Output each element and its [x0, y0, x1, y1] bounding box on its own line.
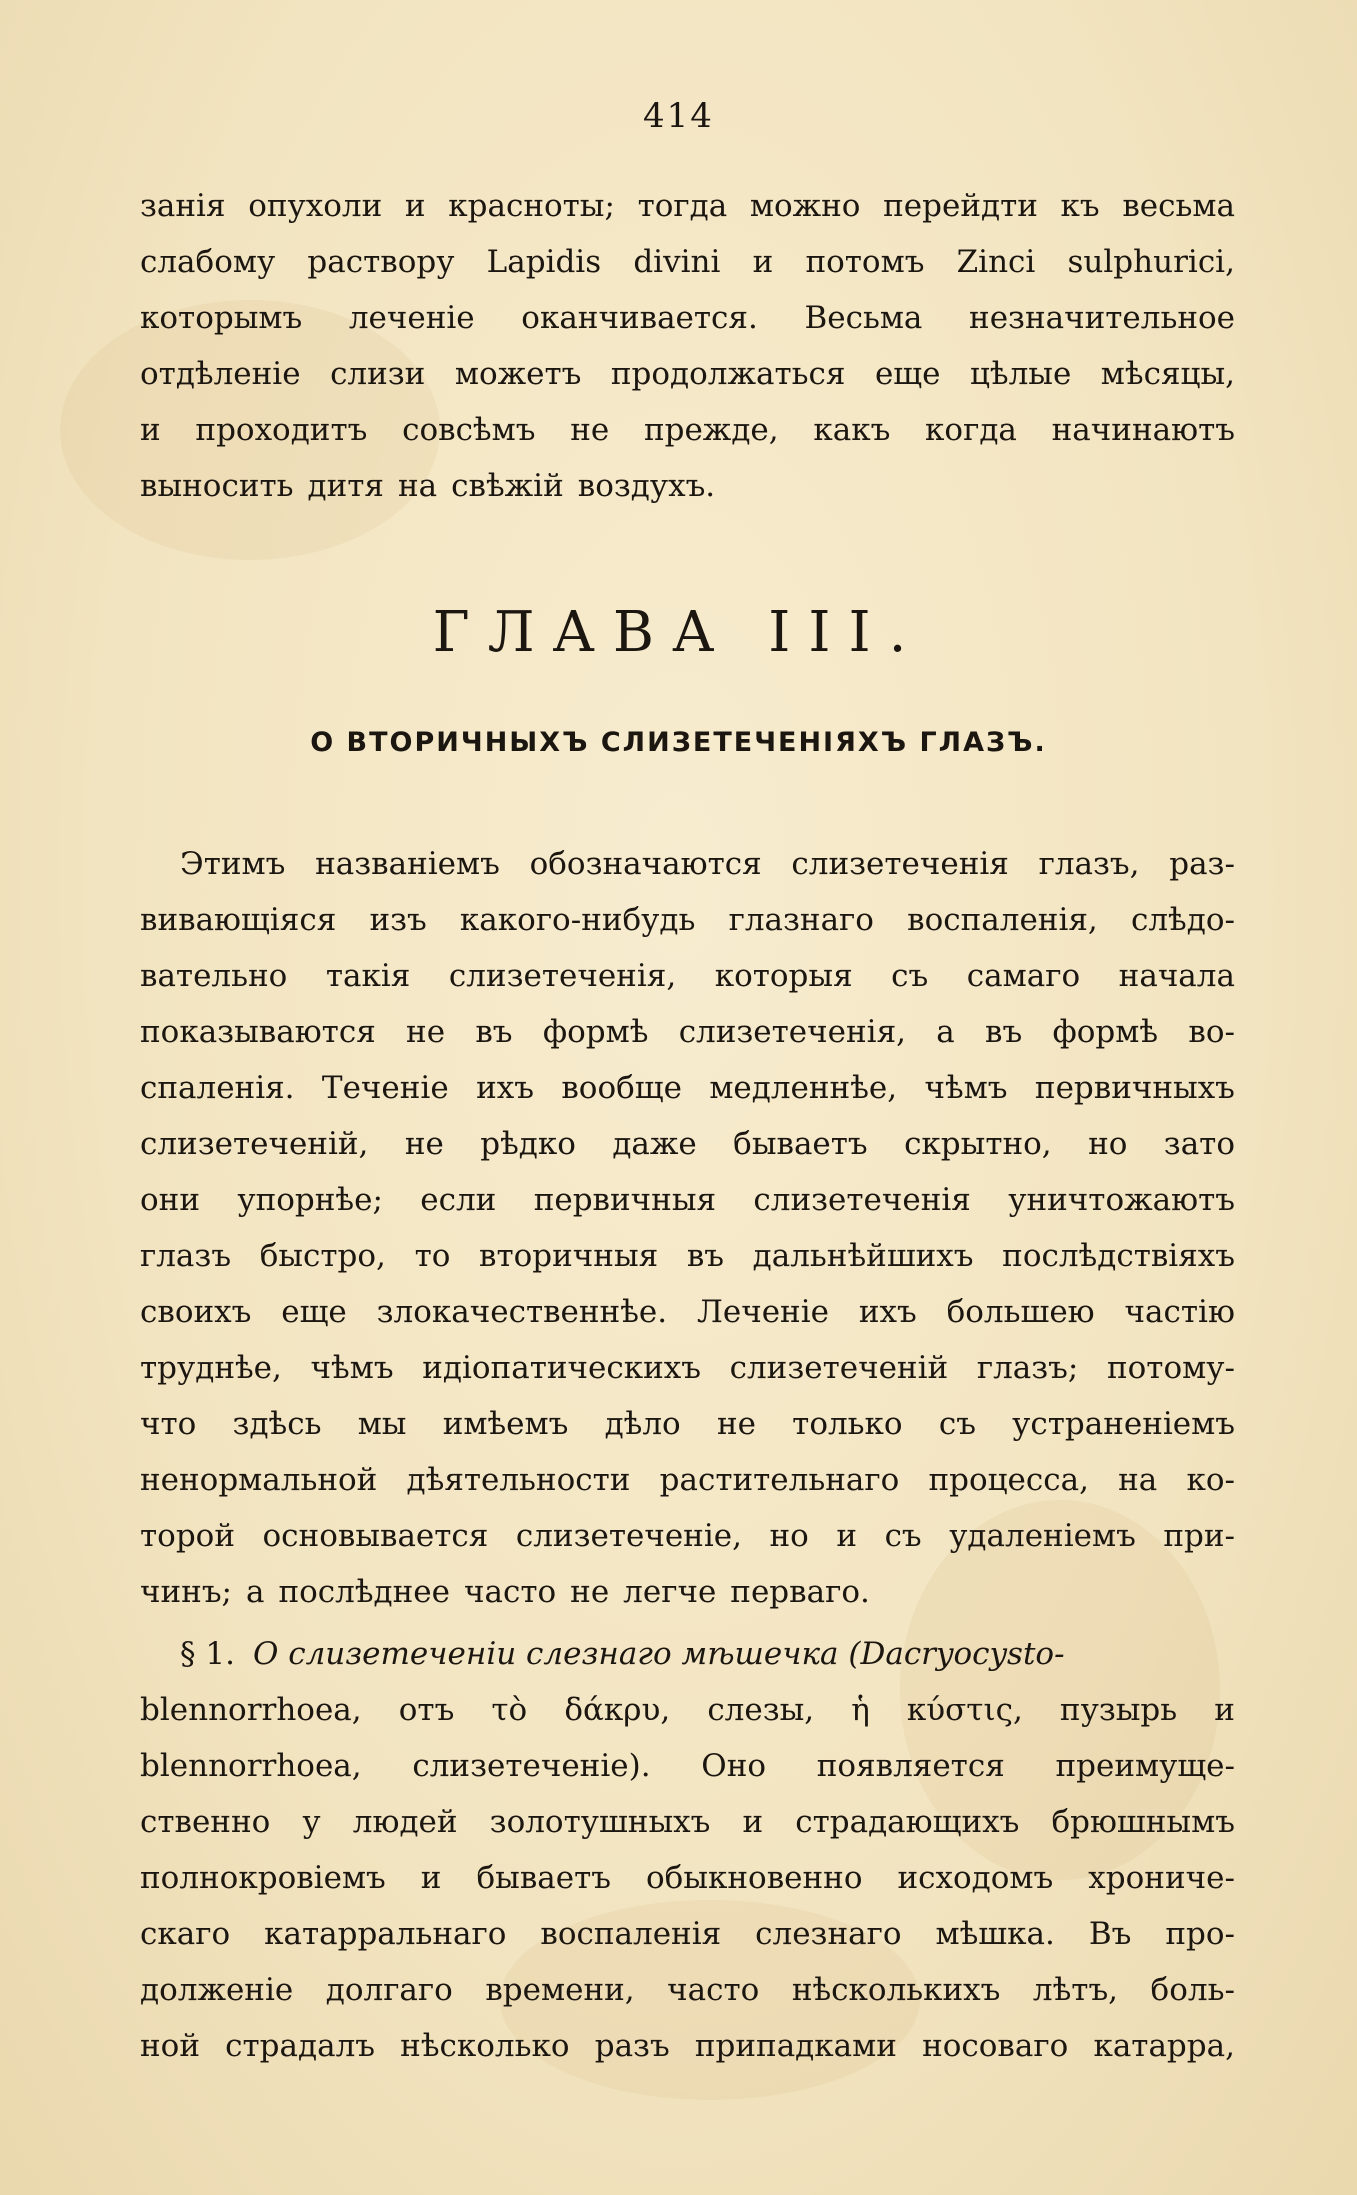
word: мы — [357, 1406, 407, 1442]
word: Lapidis — [486, 244, 602, 280]
word: которыя — [714, 958, 853, 994]
word: съ — [884, 1518, 922, 1554]
word: долгаго — [325, 1972, 453, 2008]
word: припадками — [694, 2028, 897, 2064]
word: не — [570, 1574, 610, 1610]
word: въ — [686, 1238, 725, 1274]
word: дѣятельности — [406, 1462, 631, 1498]
word: людей — [352, 1804, 458, 1840]
text-line — [140, 234, 1235, 290]
word: пузырь — [1059, 1692, 1178, 1728]
text-line — [140, 1508, 1235, 1564]
word: и — [140, 412, 161, 448]
word: чѣмъ — [924, 1070, 1008, 1106]
word: Въ — [1088, 1916, 1132, 1952]
word: своихъ — [140, 1294, 252, 1330]
word: можетъ — [454, 356, 582, 392]
section-sign: § 1. — [180, 1636, 235, 1672]
word: ненормальной — [140, 1462, 378, 1498]
text-line — [140, 892, 1235, 948]
text-line — [140, 346, 1235, 402]
word: слизетеченій — [729, 1350, 949, 1386]
word: Весьма — [804, 300, 923, 336]
word: воздухъ. — [577, 468, 716, 504]
word: какого-нибудь — [459, 902, 696, 938]
word: Леченіе — [697, 1294, 829, 1330]
word: не — [404, 1126, 444, 1162]
text-line — [140, 1794, 1235, 1850]
word: часто — [667, 1972, 760, 2008]
word: къ — [1060, 188, 1100, 224]
word: торой — [140, 1518, 235, 1554]
word: основывается — [262, 1518, 489, 1554]
word: въ — [475, 1014, 513, 1050]
word: и — [420, 1860, 442, 1896]
word: воспаленія, — [907, 902, 1098, 938]
word: ἡ — [851, 1692, 870, 1728]
word: глазнаго — [728, 902, 874, 938]
word: и — [742, 1804, 764, 1840]
word: первичныя — [533, 1182, 717, 1218]
word: нѣсколькихъ — [791, 1972, 1001, 2008]
word: а — [936, 1014, 955, 1050]
word: первичныхъ — [1034, 1070, 1235, 1106]
chapter-subtitle: О ВТОРИЧНЫХЪ СЛИЗЕТЕЧЕНІЯХЪ ГЛАЗЪ. — [310, 727, 1047, 758]
word: перваго. — [730, 1574, 870, 1610]
word: blennorrhoea, — [140, 1692, 362, 1728]
word: при- — [1163, 1518, 1235, 1554]
word: слизетеченіе, — [515, 1518, 742, 1554]
word: полнокровіемъ — [140, 1860, 386, 1896]
text-line — [140, 1284, 1235, 1340]
word: а — [246, 1574, 265, 1610]
word: вообще — [561, 1070, 682, 1106]
word: проходитъ — [195, 412, 368, 448]
word: что — [140, 1406, 197, 1442]
word: вивающіяся — [140, 902, 337, 938]
text-line — [140, 178, 1235, 234]
word: послѣдствіяхъ — [1002, 1238, 1235, 1274]
word: глазъ; — [976, 1350, 1079, 1386]
word: слизи — [330, 356, 426, 392]
word: чинъ; — [140, 1574, 232, 1610]
word: дитя — [307, 468, 384, 504]
word: когда — [925, 412, 1017, 448]
word: во- — [1188, 1014, 1235, 1050]
word: можно — [749, 188, 861, 224]
text-line — [140, 1004, 1235, 1060]
word: слезы, — [707, 1692, 815, 1728]
word: скрытно, — [904, 1126, 1052, 1162]
word: спаленія. — [140, 1070, 295, 1106]
text-line — [140, 1172, 1235, 1228]
word: свѣжій — [451, 468, 564, 504]
text-line — [140, 1738, 1235, 1794]
word: чѣмъ — [310, 1350, 394, 1386]
chapter-title: ГЛАВА III. — [432, 600, 925, 665]
word: весьма — [1122, 188, 1235, 224]
word: часто — [464, 1574, 557, 1610]
word: начинаютъ — [1051, 412, 1235, 448]
word: растительнаго — [659, 1462, 900, 1498]
word: формѣ — [1052, 1014, 1159, 1050]
text-line — [140, 1116, 1235, 1172]
word: Оно — [701, 1748, 767, 1784]
text-line — [140, 1962, 1235, 2018]
word: опухоли — [248, 188, 383, 224]
word: незначительное — [969, 300, 1235, 336]
word: продолжаться — [610, 356, 846, 392]
word: слезнаго — [755, 1916, 902, 1952]
word: дальнѣйшихъ — [752, 1238, 974, 1274]
word: потому- — [1106, 1350, 1235, 1386]
word: преимуще- — [1055, 1748, 1235, 1784]
word: не — [406, 1014, 446, 1050]
word: слѣдо- — [1130, 902, 1235, 938]
word: ко- — [1186, 1462, 1235, 1498]
word: про- — [1165, 1916, 1235, 1952]
word: съ — [891, 958, 929, 994]
word: злокачественнѣе. — [376, 1294, 668, 1330]
word: тогда — [637, 188, 728, 224]
word: они — [140, 1182, 200, 1218]
word: совсѣмъ — [402, 412, 536, 448]
word: оканчивается. — [521, 300, 758, 336]
word: показываются — [140, 1014, 376, 1050]
word: уничтожаютъ — [1008, 1182, 1235, 1218]
word: и — [404, 188, 426, 224]
word: еще — [874, 356, 941, 392]
word: нѣсколько — [400, 2028, 570, 2064]
word: процесса, — [928, 1462, 1089, 1498]
word: и — [752, 244, 774, 280]
word: начала — [1118, 958, 1235, 994]
word: катарра, — [1093, 2028, 1235, 2064]
word: страдающихъ — [795, 1804, 1020, 1840]
word: ихъ — [476, 1070, 534, 1106]
word: золотушныхъ — [489, 1804, 711, 1840]
word: только — [792, 1406, 903, 1442]
word: идіопатическихъ — [422, 1350, 701, 1386]
word: катарральнаго — [264, 1916, 507, 1952]
word: δάκρυ, — [564, 1692, 671, 1728]
word: долженіе — [140, 1972, 294, 2008]
word: исходомъ — [897, 1860, 1054, 1896]
word: то — [414, 1238, 451, 1274]
word: труднѣе, — [140, 1350, 282, 1386]
word: обыкновенно — [646, 1860, 863, 1896]
word: послѣднее — [278, 1574, 450, 1610]
text-line — [140, 1682, 1235, 1738]
word: на — [1118, 1462, 1158, 1498]
word: боль- — [1150, 1972, 1235, 2008]
text-line — [140, 1396, 1235, 1452]
text-line — [140, 1452, 1235, 1508]
word: даже — [612, 1126, 697, 1162]
word: еще — [281, 1294, 347, 1330]
word: упорнѣе; — [237, 1182, 383, 1218]
text-line — [140, 290, 1235, 346]
word: въ — [985, 1014, 1023, 1050]
word: хрониче- — [1088, 1860, 1235, 1896]
word: Этимъ — [180, 846, 286, 882]
word: слизетеченія, — [678, 1014, 906, 1050]
word: отдѣленіе — [140, 356, 301, 392]
word: обозначаются — [529, 846, 762, 882]
word: зато — [1163, 1126, 1235, 1162]
word: мѣшка. — [935, 1916, 1055, 1952]
word: на — [397, 468, 438, 504]
word: медленнѣе, — [709, 1070, 898, 1106]
word: отъ — [398, 1692, 455, 1728]
text-line — [140, 2018, 1235, 2074]
word: удаленіемъ — [949, 1518, 1136, 1554]
word: если — [420, 1182, 497, 1218]
word: слизетеченія, — [448, 958, 677, 994]
word: и — [1214, 1692, 1235, 1728]
word: бываетъ — [476, 1860, 611, 1896]
word: дѣло — [604, 1406, 681, 1442]
word: Zinci — [956, 244, 1036, 280]
section-heading: О слизетеченіи слезнаго мѣшечка (Dacryocysto- — [252, 1636, 1065, 1672]
word: не — [570, 412, 610, 448]
word: но — [1088, 1126, 1128, 1162]
word: воспаленія — [540, 1916, 722, 1952]
text-line — [140, 836, 1235, 892]
word: sulphurici, — [1067, 244, 1235, 280]
top-paragraph — [140, 178, 1235, 514]
text-line — [140, 1906, 1235, 1962]
word: мѣсяцы, — [1100, 356, 1235, 392]
word: не — [716, 1406, 756, 1442]
word: здѣсь — [232, 1406, 322, 1442]
word: рѣдко — [480, 1126, 576, 1162]
word: τὸ — [491, 1692, 528, 1728]
word: легче — [623, 1574, 717, 1610]
chapter-paragraph — [140, 836, 1235, 1620]
text-line — [140, 1564, 1235, 1620]
word: раз- — [1169, 846, 1235, 882]
word: появляется — [816, 1748, 1005, 1784]
word: κύστις, — [906, 1692, 1023, 1728]
page-number: 414 — [643, 96, 714, 136]
word: и — [836, 1518, 858, 1554]
word: ихъ — [858, 1294, 917, 1330]
section-paragraph — [140, 1626, 1235, 2074]
word: какъ — [813, 412, 891, 448]
word: прежде, — [643, 412, 779, 448]
word: но — [769, 1518, 809, 1554]
word: красноты; — [448, 188, 615, 224]
word: которымъ — [140, 300, 303, 336]
word: вторичныя — [479, 1238, 659, 1274]
word: цѣлые — [969, 356, 1072, 392]
word: съ — [938, 1406, 976, 1442]
word: слизетеченія — [791, 846, 1009, 882]
text-line — [140, 948, 1235, 1004]
text-line — [140, 402, 1235, 458]
word: самаго — [966, 958, 1081, 994]
text-line — [140, 1340, 1235, 1396]
word: ственно — [140, 1804, 271, 1840]
word: изъ — [369, 902, 427, 938]
word: разъ — [594, 2028, 670, 2064]
word: слизетеченія — [753, 1182, 971, 1218]
word: слабому — [140, 244, 276, 280]
word: Теченіе — [321, 1070, 449, 1106]
word: ной — [140, 2028, 200, 2064]
word: брюшнымъ — [1051, 1804, 1235, 1840]
word: глазъ, — [1038, 846, 1140, 882]
word: слизетеченій, — [140, 1126, 369, 1162]
word: большею — [946, 1294, 1095, 1330]
word: времени, — [485, 1972, 635, 2008]
word: занія — [140, 188, 226, 224]
word: у — [302, 1804, 321, 1840]
word: скаго — [140, 1916, 231, 1952]
word: леченіе — [348, 300, 475, 336]
word: такія — [325, 958, 411, 994]
word: лѣтъ, — [1032, 1972, 1119, 2008]
word: слизетеченіе). — [412, 1748, 651, 1784]
word: потомъ — [805, 244, 925, 280]
word: носоваго — [922, 2028, 1069, 2064]
text-line — [140, 458, 1235, 514]
text-line — [140, 1060, 1235, 1116]
word: вательно — [140, 958, 288, 994]
word: раствору — [307, 244, 455, 280]
word: перейдти — [883, 188, 1038, 224]
word: устраненіемъ — [1012, 1406, 1235, 1442]
word: глазъ — [140, 1238, 232, 1274]
word: быстро, — [259, 1238, 386, 1274]
word: выносить — [140, 468, 294, 504]
word: бываетъ — [733, 1126, 868, 1162]
section-heading-line — [140, 1626, 1235, 1682]
word: имѣемъ — [442, 1406, 569, 1442]
word: страдалъ — [225, 2028, 375, 2064]
text-line — [140, 1228, 1235, 1284]
word: divini — [633, 244, 721, 280]
word: blennorrhoea, — [140, 1748, 362, 1784]
word: названіемъ — [315, 846, 500, 882]
text-line — [140, 1850, 1235, 1906]
word: частію — [1124, 1294, 1235, 1330]
word: формѣ — [542, 1014, 649, 1050]
